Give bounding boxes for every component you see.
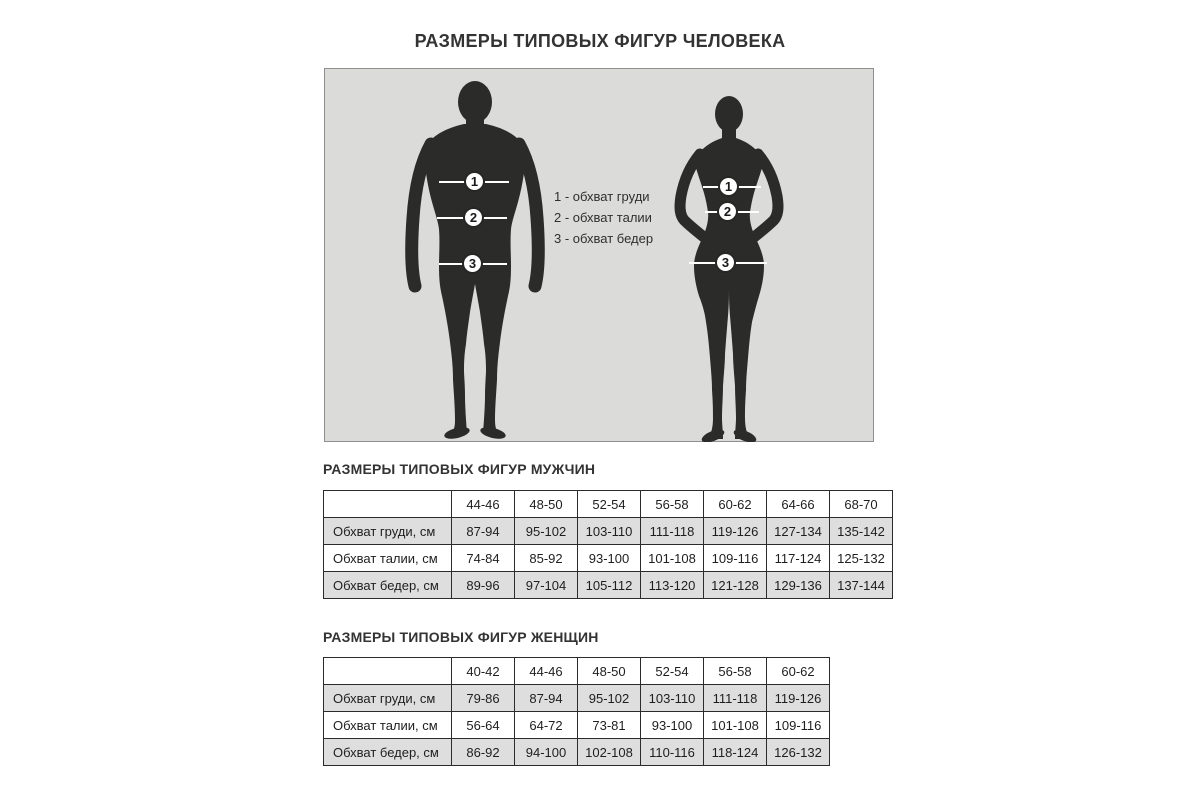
corner-cell — [324, 658, 452, 685]
value-cell: 105-112 — [578, 572, 641, 599]
value-cell: 95-102 — [578, 685, 641, 712]
value-cell: 113-120 — [641, 572, 704, 599]
size-header-row — [324, 658, 830, 685]
value-cell: 85-92 — [515, 545, 578, 572]
corner-cell — [324, 491, 452, 518]
size-header-cell: 52-54 — [641, 658, 704, 685]
women-section-heading: РАЗМЕРЫ ТИПОВЫХ ФИГУР ЖЕНЩИН — [323, 629, 599, 645]
legend-item-waist: 2 - обхват талии — [554, 210, 652, 225]
value-cell: 109-116 — [767, 712, 830, 739]
value-cell: 119-126 — [767, 685, 830, 712]
value-cell: 93-100 — [641, 712, 704, 739]
size-header-cell: 60-62 — [767, 658, 830, 685]
value-cell: 118-124 — [704, 739, 767, 766]
men-size-table — [323, 490, 893, 599]
value-cell: 87-94 — [452, 518, 515, 545]
row-label-cell: Обхват талии, см — [324, 712, 452, 739]
value-cell: 129-136 — [767, 572, 830, 599]
female-waist-marker: 2 — [717, 201, 738, 222]
male-waist-marker: 2 — [463, 207, 484, 228]
row-label-cell: Обхват бедер, см — [324, 739, 452, 766]
value-cell: 95-102 — [515, 518, 578, 545]
measurement-row — [324, 685, 830, 712]
value-cell: 111-118 — [641, 518, 704, 545]
value-cell: 110-116 — [641, 739, 704, 766]
figure-panel — [324, 68, 874, 442]
female-hips-marker: 3 — [715, 252, 736, 273]
measurement-row — [324, 545, 893, 572]
value-cell: 74-84 — [452, 545, 515, 572]
value-cell: 89-96 — [452, 572, 515, 599]
size-header-cell: 48-50 — [578, 658, 641, 685]
size-header-cell: 44-46 — [515, 658, 578, 685]
value-cell: 101-108 — [641, 545, 704, 572]
value-cell: 73-81 — [578, 712, 641, 739]
value-cell: 137-144 — [830, 572, 893, 599]
size-header-cell: 56-58 — [641, 491, 704, 518]
size-header-cell: 60-62 — [704, 491, 767, 518]
value-cell: 103-110 — [578, 518, 641, 545]
value-cell: 94-100 — [515, 739, 578, 766]
female-chest-marker: 1 — [718, 176, 739, 197]
value-cell: 87-94 — [515, 685, 578, 712]
male-chest-marker: 1 — [464, 171, 485, 192]
size-header-cell: 52-54 — [578, 491, 641, 518]
value-cell: 102-108 — [578, 739, 641, 766]
row-label-cell: Обхват груди, см — [324, 685, 452, 712]
size-header-cell: 44-46 — [452, 491, 515, 518]
value-cell: 79-86 — [452, 685, 515, 712]
value-cell: 86-92 — [452, 739, 515, 766]
value-cell: 126-132 — [767, 739, 830, 766]
size-header-row — [324, 491, 893, 518]
row-label-cell: Обхват бедер, см — [324, 572, 452, 599]
male-hips-marker: 3 — [462, 253, 483, 274]
women-size-table — [323, 657, 830, 766]
page-title: РАЗМЕРЫ ТИПОВЫХ ФИГУР ЧЕЛОВЕКА — [414, 31, 786, 51]
size-header-cell: 64-66 — [767, 491, 830, 518]
row-label-cell: Обхват груди, см — [324, 518, 452, 545]
value-cell: 119-126 — [704, 518, 767, 545]
value-cell: 125-132 — [830, 545, 893, 572]
row-label-cell: Обхват талии, см — [324, 545, 452, 572]
value-cell: 93-100 — [578, 545, 641, 572]
value-cell: 103-110 — [641, 685, 704, 712]
value-cell: 109-116 — [704, 545, 767, 572]
value-cell: 121-128 — [704, 572, 767, 599]
value-cell: 56-64 — [452, 712, 515, 739]
size-header-cell: 68-70 — [830, 491, 893, 518]
measurement-row — [324, 572, 893, 599]
male-left-arm — [412, 144, 431, 286]
value-cell: 127-134 — [767, 518, 830, 545]
size-header-cell: 48-50 — [515, 491, 578, 518]
value-cell: 97-104 — [515, 572, 578, 599]
measurement-row — [324, 712, 830, 739]
value-cell: 135-142 — [830, 518, 893, 545]
male-right-arm — [519, 144, 538, 286]
value-cell: 117-124 — [767, 545, 830, 572]
value-cell: 64-72 — [515, 712, 578, 739]
measurement-row — [324, 518, 893, 545]
value-cell: 111-118 — [704, 685, 767, 712]
size-header-cell: 40-42 — [452, 658, 515, 685]
legend-item-chest: 1 - обхват груди — [554, 189, 650, 204]
value-cell: 101-108 — [704, 712, 767, 739]
legend-item-hips: 3 - обхват бедер — [554, 231, 654, 246]
measurement-row — [324, 739, 830, 766]
men-section-heading: РАЗМЕРЫ ТИПОВЫХ ФИГУР МУЖЧИН — [323, 461, 596, 477]
measurement-legend — [554, 186, 653, 249]
size-header-cell: 56-58 — [704, 658, 767, 685]
